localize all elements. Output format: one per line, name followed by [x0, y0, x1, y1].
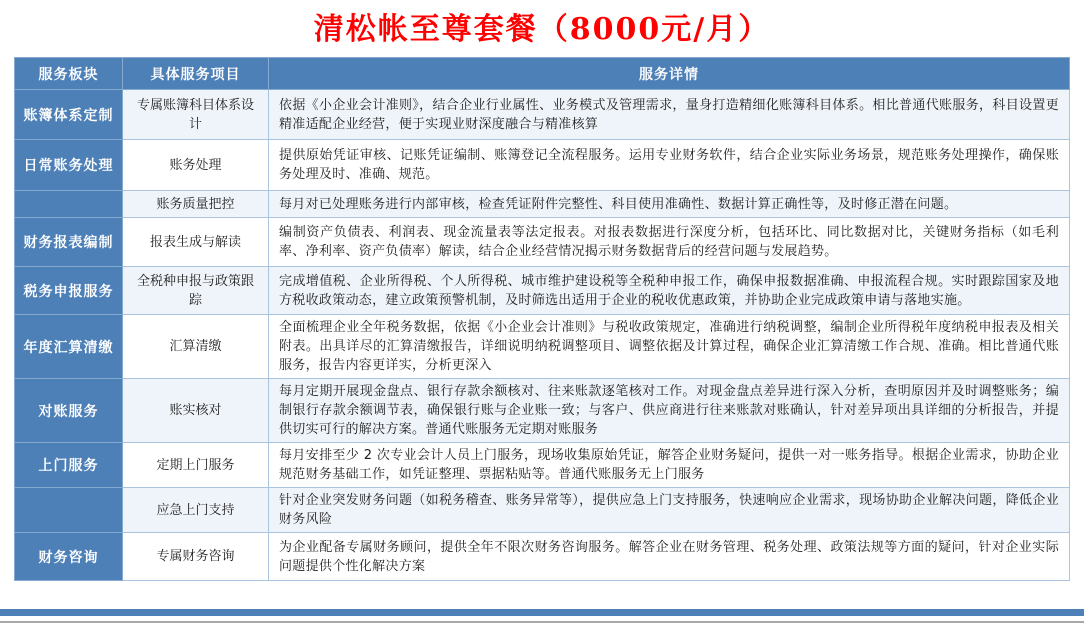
module-cell: 财务咨询: [15, 533, 123, 581]
detail-cell: 每月对已处理账务进行内部审核，检查凭证附件完整性、科目使用准确性、数据计算正确性等，及时修正潜在问题。: [269, 191, 1070, 218]
table-row: [15, 443, 1070, 488]
table-row: [15, 533, 1070, 581]
module-cell: 财务报表编制: [15, 218, 123, 267]
column-header-item: 具体服务项目: [123, 58, 269, 90]
item-cell: 应急上门支持: [123, 488, 269, 533]
table-row: [15, 488, 1070, 533]
detail-cell: 依据《小企业会计准则》，结合企业行业属性、业务模式及管理需求，量身打造精细化账簿科目体系。相比普通代账服务，科目设置更精准适配企业经营，便于实现业财深度融合与精准核算: [269, 90, 1070, 140]
item-cell: 账务质量把控: [123, 191, 269, 218]
item-cell: 定期上门服务: [123, 443, 269, 488]
item-cell: 账实核对: [123, 379, 269, 443]
page-title: 清松帐至尊套餐（8000元/月）: [313, 12, 771, 47]
item-cell: 账务处理: [123, 140, 269, 191]
detail-cell: 每月定期开展现金盘点、银行存款余额核对、往来账款逐笔核对工作。对现金盘点差异进行深入分析，查明原因并及时调整账务；编制银行存款余额调节表，确保银行账与企业账一致；与客户、供应商进行往来账款对账确认，针对差异项出具详细的分析报告，并提供切实可行的解决方案。普通代账服务无定期对账服务: [269, 379, 1070, 443]
table-row: [15, 140, 1070, 191]
detail-cell: 全面梳理企业全年税务数据，依据《小企业会计准则》与税收政策规定，准确进行纳税调整，编制企业所得税年度纳税申报表及相关附表。出具详尽的汇算清缴报告，详细说明纳税调整项目、调整依据及计算过程，确保企业汇算清缴工作合规、准确。相比普通代账服务，报告内容更详实，分析更深入: [269, 315, 1070, 379]
module-cell: 日常账务处理: [15, 140, 123, 191]
detail-cell: 完成增值税、企业所得税、个人所得税、城市维护建设税等全税种申报工作，确保申报数据准确、申报流程合规。实时跟踪国家及地方税收政策动态，建立政策预警机制，及时筛选出适用于企业的税收优惠政策，并协助企业完成政策申请与落地实施。: [269, 267, 1070, 315]
module-cell: 对账服务: [15, 379, 123, 443]
table-row: [15, 315, 1070, 379]
module-cell: 年度汇算清缴: [15, 315, 123, 379]
service-package-table: [14, 57, 1070, 581]
bottom-accent-bar: [0, 609, 1084, 616]
service-table-body: [15, 90, 1070, 581]
table-row: [15, 267, 1070, 315]
detail-cell: 每月安排至少 2 次专业会计人员上门服务，现场收集原始凭证，解答企业财务疑问，提供一对一账务指导。根据企业需求，协助企业规范财务基础工作，如凭证整理、票据粘贴等。普通代账服务无上门服务: [269, 443, 1070, 488]
detail-cell: 为企业配备专属财务顾问，提供全年不限次财务咨询服务。解答企业在财务管理、税务处理、政策法规等方面的疑问，针对企业实际问题提供个性化解决方案: [269, 533, 1070, 581]
item-cell: 专属财务咨询: [123, 533, 269, 581]
column-header-detail: 服务详情: [269, 58, 1070, 90]
item-cell: 汇算清缴: [123, 315, 269, 379]
module-cell: [15, 488, 123, 533]
item-cell: 专属账簿科目体系设计: [123, 90, 269, 140]
table-row: [15, 379, 1070, 443]
table-row: [15, 191, 1070, 218]
item-cell: 报表生成与解读: [123, 218, 269, 267]
module-cell: 账簿体系定制: [15, 90, 123, 140]
table-row: [15, 90, 1070, 140]
detail-cell: 针对企业突发财务问题（如税务稽查、账务异常等），提供应急上门支持服务，快速响应企业需求，现场协助企业解决问题，降低企业财务风险: [269, 488, 1070, 533]
item-cell: 全税种申报与政策跟踪: [123, 267, 269, 315]
module-cell: 税务申报服务: [15, 267, 123, 315]
module-cell: 上门服务: [15, 443, 123, 488]
detail-cell: 编制资产负债表、利润表、现金流量表等法定报表。对报表数据进行深度分析，包括环比、同比数据对比，关键财务指标（如毛利率、净利率、资产负债率）解读，结合企业经营情况揭示财务数据背后的经营问题与发展趋势。: [269, 218, 1070, 267]
table-header-row: [15, 58, 1070, 90]
table-row: [15, 218, 1070, 267]
column-header-module: 服务板块: [15, 58, 123, 90]
module-cell: [15, 191, 123, 218]
detail-cell: 提供原始凭证审核、记账凭证编制、账簿登记全流程服务。运用专业财务软件，结合企业实际业务场景，规范账务处理操作，确保账务处理及时、准确、规范。: [269, 140, 1070, 191]
